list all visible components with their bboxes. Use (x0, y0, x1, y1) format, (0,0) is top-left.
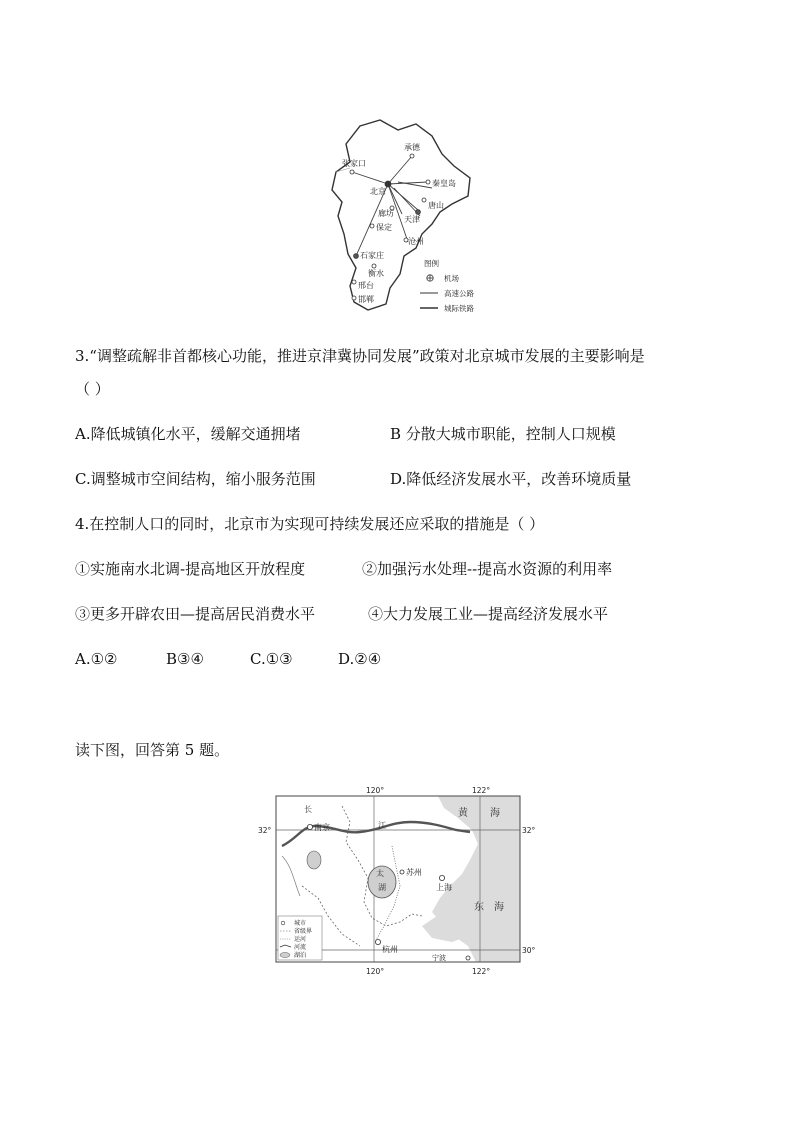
yangtze-delta-map (258, 786, 536, 980)
city-label: 衡水 (368, 269, 384, 278)
q3-option-c: C.调整城市空间结构，缩小服务范围 (75, 470, 316, 488)
q3-stem-blank: （ ） (75, 380, 110, 398)
city-label: 承德 (404, 143, 420, 152)
city-label: 张家口 (342, 159, 366, 168)
q4-answer-a: A.①② (75, 650, 118, 668)
svg-text:河流: 河流 (294, 944, 307, 951)
city-label: 唐山 (428, 201, 444, 210)
svg-text:湖泊: 湖泊 (294, 952, 307, 959)
q4-item-3: ③更多开辟农田—提高居民消费水平 (75, 605, 316, 623)
q5-intro: 读下图，回答第 5 题。 (75, 741, 230, 759)
city-label: 北京 (370, 187, 386, 196)
lat-label: 30° (522, 946, 536, 955)
svg-text:运河: 运河 (294, 936, 307, 943)
city-label: 沧州 (408, 237, 424, 246)
lon-label: 122° (472, 786, 491, 795)
legend-title: 图例 (424, 259, 439, 268)
river-label: 长 (304, 805, 312, 814)
q3-option-a: A.降低城镇化水平，缓解交通拥堵 (75, 425, 301, 443)
lake-label: 太 (376, 869, 384, 878)
legend-expressway: 高速公路 (444, 289, 474, 298)
q4-item-2: ②加强污水处理--提高水资源的利用率 (362, 560, 613, 578)
city-label: 秦皇岛 (432, 179, 456, 188)
svg-text:城市: 城市 (294, 920, 307, 927)
city-label: 天津 (404, 215, 420, 224)
city-label: 宁波 (432, 954, 446, 962)
q4-item-1: ①实施南水北调-提高地区开放程度 (75, 560, 306, 578)
sea-label: 海 (494, 902, 504, 913)
river-label: 江 (378, 821, 386, 830)
lat-label: 32° (258, 826, 272, 835)
city-label: 邯郸 (358, 295, 374, 304)
svg-text:省级界: 省级界 (294, 928, 313, 935)
city-label: 上海 (436, 883, 452, 892)
lake-label: 湖 (378, 883, 386, 892)
city-label: 保定 (376, 223, 392, 232)
city-label: 廊坊 (378, 209, 394, 218)
map-legend (278, 916, 322, 960)
q3-option-d: D.降低经济发展水平，改善环境质量 (390, 470, 632, 488)
q4-answer-d: D.②④ (338, 650, 382, 668)
sea-label: 黄 (458, 808, 468, 819)
q3-option-b: B 分散大城市职能，控制人口规模 (390, 425, 616, 443)
legend-airport: 机场 (444, 274, 459, 283)
sea-label: 东 (474, 902, 484, 913)
q4-stem: 4.在控制人口的同时，北京市为实现可持续发展还应采取的措施是（ ） (75, 515, 545, 533)
q3-stem: 3.“调整疏解非首都核心功能，推进京津冀协同发展”政策对北京城市发展的主要影响是 (75, 347, 645, 365)
lon-label: 120° (366, 967, 385, 976)
city-label: 邢台 (358, 281, 374, 290)
lon-label: 120° (366, 786, 385, 795)
city-label: 杭州 (382, 945, 398, 954)
q4-answer-b: B③④ (166, 650, 204, 668)
city-label: 石家庄 (360, 251, 384, 260)
sea-label: 海 (490, 808, 500, 819)
lon-label: 122° (472, 967, 491, 976)
map-legend (420, 258, 474, 313)
lat-label: 32° (522, 826, 536, 835)
legend-rail: 城际铁路 (444, 304, 474, 313)
q4-answer-c: C.①③ (250, 650, 293, 668)
q4-item-4: ④大力发展工业—提高经济发展水平 (368, 605, 609, 623)
city-label: 南京 (314, 823, 330, 832)
city-label: 苏州 (406, 868, 422, 877)
jingjinji-map (320, 116, 500, 316)
